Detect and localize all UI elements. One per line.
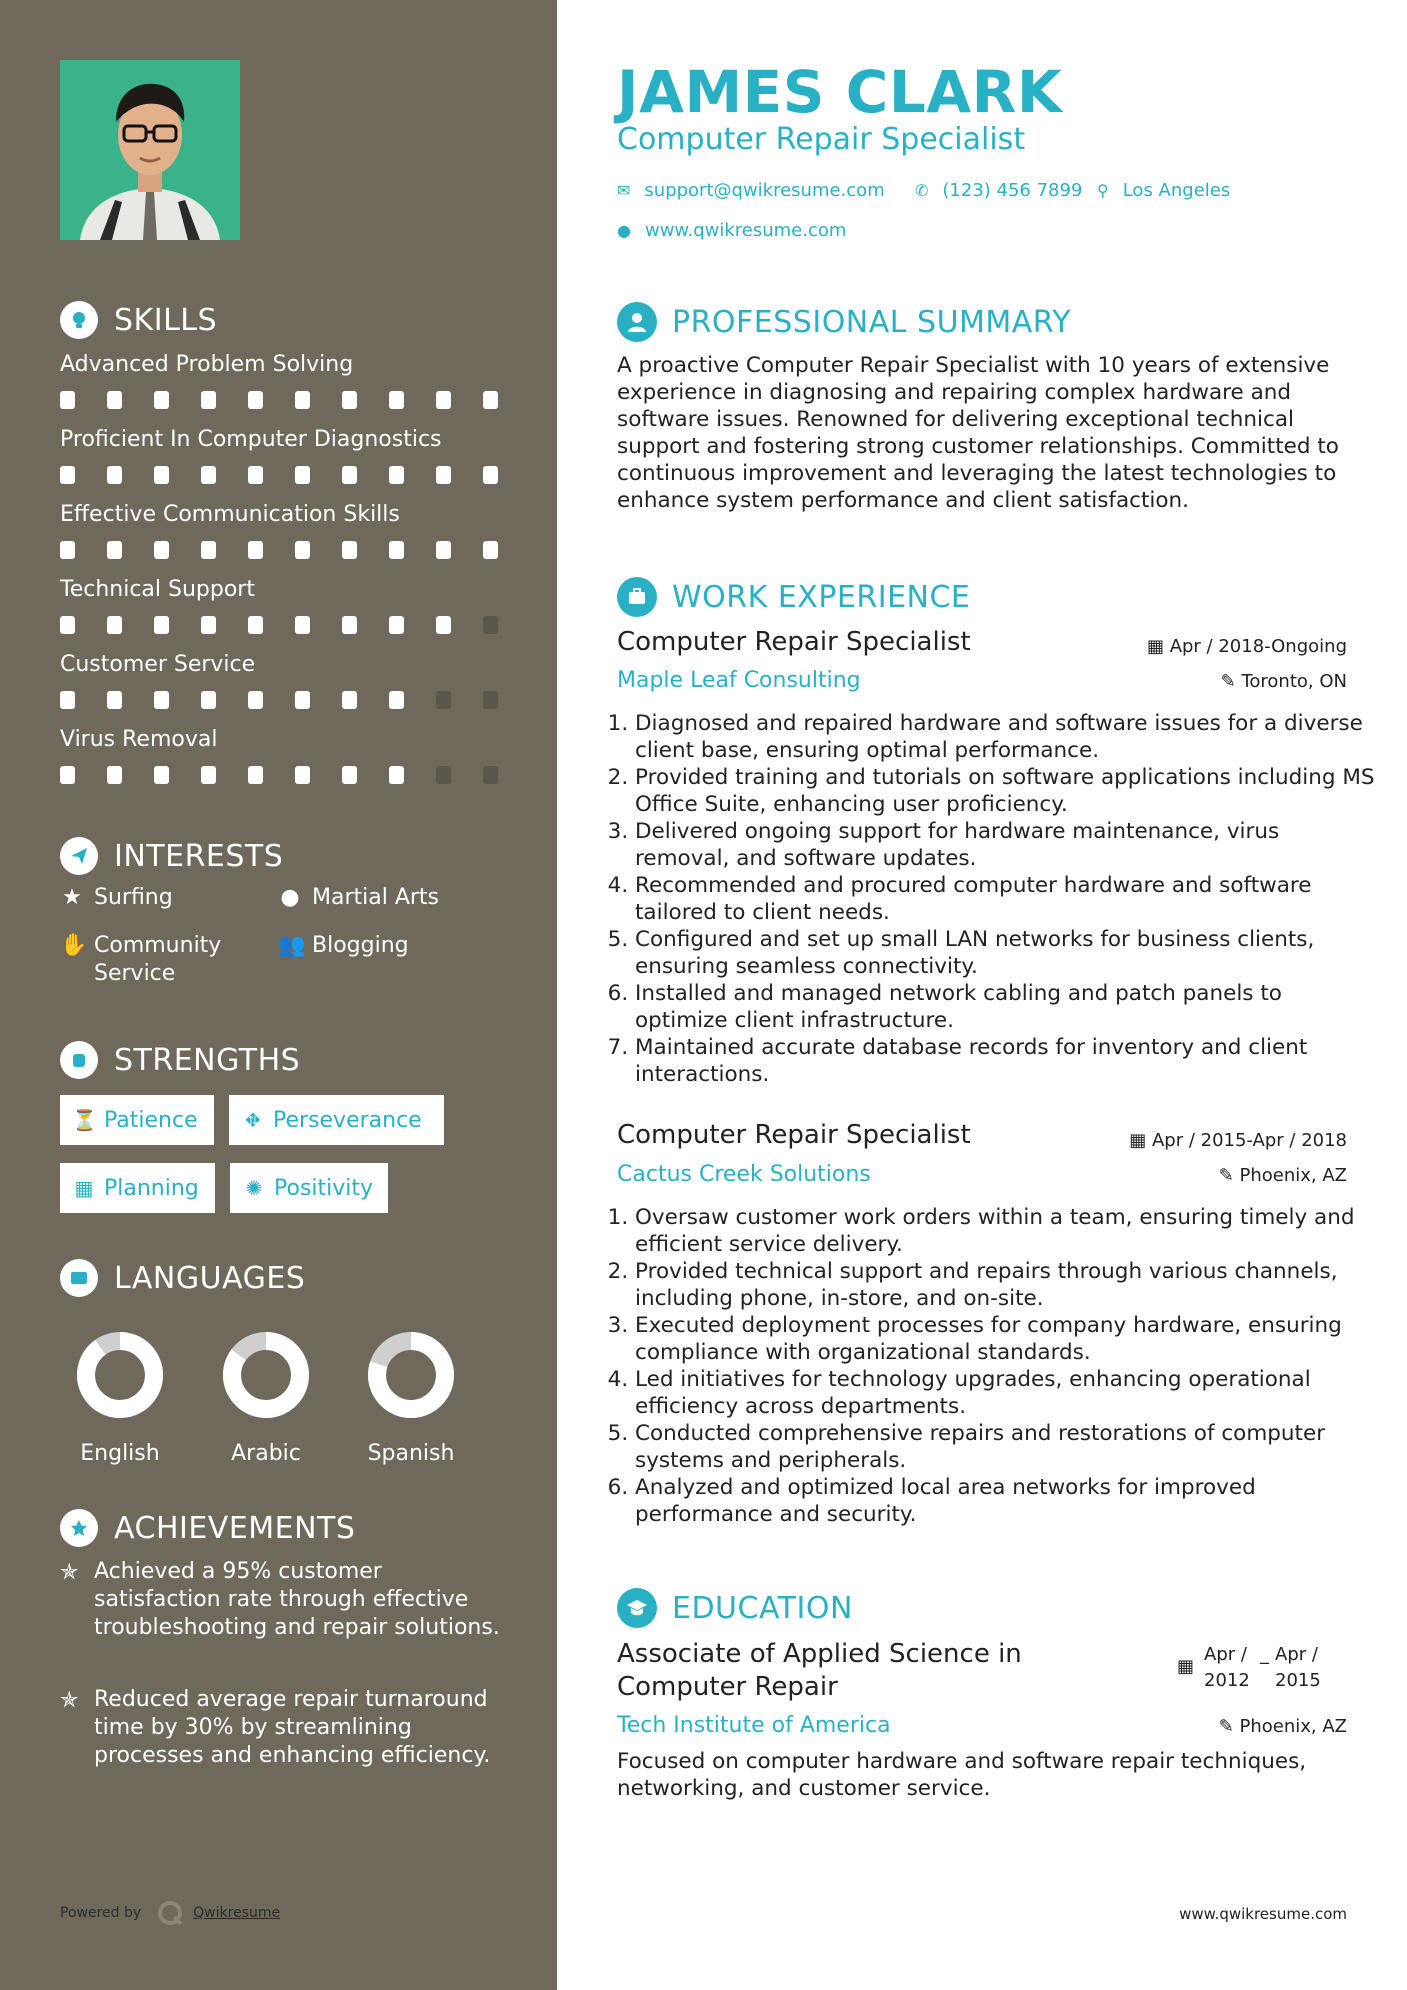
skill-dot [201,616,216,634]
skill-dot [154,691,169,709]
skill-dot [60,541,75,559]
skill-dot [436,541,451,559]
job-location: ✎ Toronto, ON [1220,671,1347,692]
education-location: ✎ Phoenix, AZ [1218,1716,1347,1737]
skill-dot [342,466,357,484]
star-icon: ★ [62,885,82,910]
calendar-icon: ▦ [1177,1656,1195,1677]
shooting-star-icon: ✯ [60,1560,79,1585]
pin-icon: ✎ [1218,1716,1240,1737]
calendar-icon: ▦ [74,1176,94,1200]
skill-dot [483,466,498,484]
company-name: Cactus Creek Solutions [617,1162,871,1187]
pin-icon: ✎ [1218,1165,1240,1186]
list-item: 6. Installed and managed network cabling and patch panels to optimize client infrastructure. [635,980,1375,1034]
achievements-heading: ACHIEVEMENTS [60,1508,355,1548]
interest-item: ★ Surfing [60,884,173,912]
job-location: ✎ Phoenix, AZ [1218,1165,1347,1186]
list-item: 2. Provided training and tutorials on software applications including MS Office Suite, enhancing user proficiency. [635,764,1375,818]
skill-dot [389,391,404,409]
language-icon [60,1259,98,1297]
skill-dot [60,766,75,784]
job-title: Computer Repair Specialist [617,1120,971,1150]
skill-name: Advanced Problem Solving [60,352,354,377]
calendar-icon: ▦ [1129,1130,1152,1151]
website-link[interactable]: www.qwikresume.com [644,220,847,241]
skill-rating [60,766,530,784]
skill-dot [342,766,357,784]
skill-dot [248,541,263,559]
user-icon [617,302,657,342]
location-contact: ⚲ Los Angeles [1097,180,1231,201]
interest-item: ● Martial Arts [278,884,439,912]
skill-dot [248,466,263,484]
skills-heading: SKILLS [60,300,217,340]
skill-dot [60,691,75,709]
skill-dot [483,541,498,559]
interests-heading: INTERESTS [60,836,283,876]
skill-dot [248,691,263,709]
experience-heading: WORK EXPERIENCE [617,575,970,619]
date-separator: _ [1260,1644,1270,1665]
skill-dot [295,541,310,559]
sun-icon: ✺ [245,1176,263,1200]
strength-chip: ⏳ Patience [60,1095,214,1145]
education-heading: EDUCATION [617,1586,853,1630]
skill-dot [295,466,310,484]
skill-dot [436,391,451,409]
skill-dot [154,541,169,559]
skill-dot [154,616,169,634]
skill-rating [60,541,530,559]
skill-dot [154,766,169,784]
skill-dot [107,766,122,784]
hourglass-icon: ⏳ [72,1108,97,1132]
job-dates: ▦ Apr / 2018-Ongoing [1146,636,1347,657]
skill-dot [201,466,216,484]
skill-dot [154,466,169,484]
job-bullets [617,710,1375,1088]
users-icon: 👥 [278,933,306,958]
pin-icon: ✎ [1220,671,1242,692]
skill-dot [201,691,216,709]
skill-dot [295,616,310,634]
school-name: Tech Institute of America [617,1713,891,1738]
skill-dot [295,691,310,709]
skill-dot [436,691,451,709]
map-pin-icon: ⚲ [1097,181,1109,200]
skill-dot [295,766,310,784]
list-item: 1. Oversaw customer work orders within a team, ensuring timely and efficient service delivery. [635,1204,1375,1258]
list-item: 3. Executed deployment processes for company hardware, ensuring compliance with organizational standards. [635,1312,1375,1366]
main-content [557,0,1407,1990]
profile-photo [60,60,240,240]
globe-icon: ● [280,885,300,910]
skill-name: Customer Service [60,652,256,677]
skill-dot [389,691,404,709]
phone-icon: ✆ [915,181,929,200]
skill-rating [60,616,530,634]
skill-dot [60,466,75,484]
skill-dot [107,541,122,559]
skill-dot [342,541,357,559]
skill-dot [483,766,498,784]
skill-name: Effective Communication Skills [60,502,400,527]
skill-dot [342,691,357,709]
shooting-star-icon: ✯ [60,1688,79,1713]
road-icon: ⛖ [245,1108,261,1132]
skill-dot [154,391,169,409]
avatar [60,60,240,240]
footer-url[interactable]: www.qwikresume.com [1179,1905,1347,1923]
languages-heading: LANGUAGES [60,1258,305,1298]
summary-text: A proactive Computer Repair Specialist with 10 years of extensive experience in diagnosing and repairing complex hardware and software issues. Renowned for delivering exceptional technical support and fostering strong customer relationships. Committed to continuous improvement and leveraging the latest technologies to enhance system performance and client satisfaction. [617,353,1339,513]
achievement-item: ✯ Achieved a 95% customer satisfaction rate through effective troubleshooting and repair solutions. [60,1559,500,1640]
list-item: 1. Diagnosed and repaired hardware and software issues for a diverse client base, ensuring optimal performance. [635,710,1375,764]
skill-dot [483,691,498,709]
skill-rating [60,466,530,484]
list-item: 4. Recommended and procured computer hardware and software tailored to client needs. [635,872,1375,926]
job-title-heading: Computer Repair Specialist [617,122,1026,157]
degree-title: Associate of Applied Science in Computer Repair [617,1639,1022,1702]
skill-dot [107,616,122,634]
skill-name: Technical Support [60,577,255,602]
education-dates: ▦ Apr / 2012 _ Apr / 2015 [1177,1642,1325,1694]
list-item: 5. Configured and set up small LAN networks for business clients, ensuring seamless connectivity. [635,926,1375,980]
company-name: Maple Leaf Consulting [617,668,861,693]
skill-dot [436,616,451,634]
skill-dot [389,766,404,784]
skill-dot [389,541,404,559]
skill-name: Virus Removal [60,727,218,752]
skill-name: Proficient In Computer Diagnostics [60,427,442,452]
list-item: 3. Delivered ongoing support for hardware maintenance, virus removal, and software updates. [635,818,1375,872]
skill-dot [248,766,263,784]
skill-dot [201,541,216,559]
skill-dot [60,391,75,409]
calendar-icon: ▦ [1146,636,1170,657]
powered-by: Powered by Qwikresume [60,1900,280,1926]
achievement-item: ✯ Reduced average repair turnaround time by 30% by streamlining processes and enhancing efficiency. [60,1687,491,1768]
language-donut [70,1325,170,1425]
skill-dot [342,391,357,409]
interest-item: ✋ Community Service [60,933,222,986]
skill-dot [342,616,357,634]
skill-dot [389,466,404,484]
trophy-icon [60,1509,98,1547]
graduation-icon [617,1588,657,1628]
skill-dot [201,766,216,784]
fist-icon [60,1041,98,1079]
strength-chip: ⛖ Perseverance [229,1095,444,1145]
strength-chip: ▦ Planning [60,1163,215,1213]
skill-dot [389,616,404,634]
sidebar [0,0,557,1990]
globe-icon: ● [617,221,631,240]
list-item: 2. Provided technical support and repairs through various channels, including phone, in-store, and on-site. [635,1258,1375,1312]
list-item: 6. Analyzed and optimized local area networks for improved performance and security. [635,1474,1375,1528]
list-item: 7. Maintained accurate database records for inventory and client interactions. [635,1034,1375,1088]
skill-dot [107,691,122,709]
lightbulb-icon [60,301,98,339]
skill-dot [483,616,498,634]
language-donut [361,1325,461,1425]
skill-dot [60,616,75,634]
skill-dot [107,391,122,409]
language-item: English [70,1325,170,1466]
website-contact [617,220,846,241]
skill-rating [60,391,530,409]
envelope-icon: ✉ [617,181,631,200]
email-link[interactable]: support@qwikresume.com [644,180,885,201]
skill-dot [248,391,263,409]
phone-contact: ✆ (123) 456 7899 [915,180,1083,201]
skill-dot [295,391,310,409]
list-item: 5. Conducted comprehensive repairs and restorations of computer systems and peripherals. [635,1420,1375,1474]
summary-heading: PROFESSIONAL SUMMARY [617,300,1071,344]
language-donut [216,1325,316,1425]
job-bullets [617,1204,1375,1528]
paper-plane-icon [60,837,98,875]
hand-icon: ✋ [60,933,88,958]
qwikresume-link[interactable]: Qwikresume [193,1905,281,1921]
briefcase-icon [617,577,657,617]
skill-dot [436,766,451,784]
education-description: Focused on computer hardware and software repair techniques, networking, and customer service. [617,1749,1307,1801]
skill-rating [60,691,530,709]
email-contact [617,180,885,201]
strength-chip: ✺ Positivity [230,1163,388,1213]
skill-dot [436,466,451,484]
qwikresume-logo-icon [157,1900,183,1926]
skill-dot [248,616,263,634]
language-item: Arabic [216,1325,316,1466]
skill-dot [483,391,498,409]
language-item: Spanish [361,1325,461,1466]
job-title: Computer Repair Specialist [617,627,971,657]
interest-item: 👥 Blogging [278,933,409,958]
job-dates: ▦ Apr / 2015-Apr / 2018 [1129,1130,1347,1151]
strengths-heading: STRENGTHS [60,1040,300,1080]
candidate-name: JAMES CLARK [617,58,1063,126]
skill-dot [107,466,122,484]
list-item: 4. Led initiatives for technology upgrades, enhancing operational efficiency across departments. [635,1366,1375,1420]
skill-dot [201,391,216,409]
